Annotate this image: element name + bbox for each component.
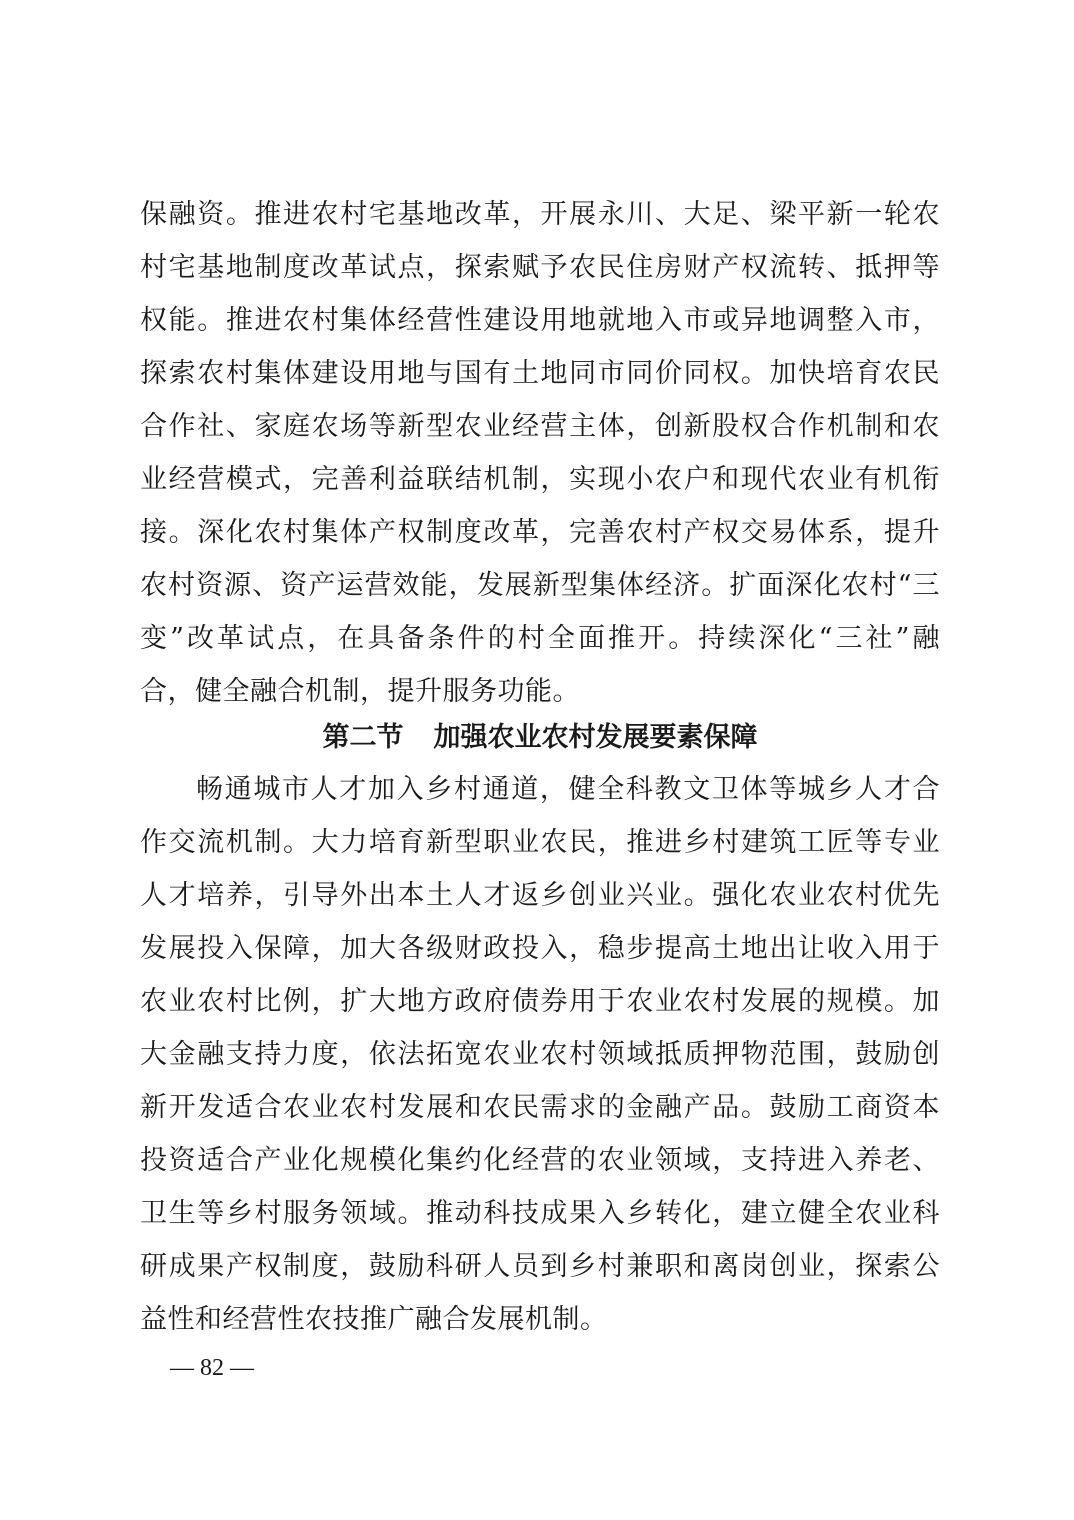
paragraph-line: 益性和经营性农技推广融合发展机制。 xyxy=(140,1304,608,1335)
section-number: 第二节 xyxy=(322,722,404,753)
paragraph-line: 农业农村比例，扩大地方政府债券用于农业农村发展的规模。加 xyxy=(140,986,940,1017)
page-number: — 82 — xyxy=(170,1355,254,1381)
paragraph-line: 保融资。推进农村宅基地改革，开展永川、大足、梁平新一轮农 xyxy=(140,199,940,230)
paragraph-line: 村宅基地制度改革试点，探索赋予农民住房财产权流转、抵押等 xyxy=(140,252,940,283)
paragraph-line: 农村资源、资产运营效能，发展新型集体经济。扩面深化农村“三 xyxy=(140,570,940,601)
section-heading-line xyxy=(140,711,940,764)
paragraph-line: 新开发适合农业农村发展和农民需求的金融产品。鼓励工商资本 xyxy=(140,1092,940,1123)
paragraph-line: 探索农村集体建设用地与国有土地同市同价同权。加快培育农民 xyxy=(140,358,940,389)
paragraph-continued xyxy=(140,188,940,718)
paragraph-line: 变”改革试点，在具备条件的村全面推开。持续深化“三社”融 xyxy=(140,623,940,654)
paragraph-line: 研成果产权制度，鼓励科研人员到乡村兼职和离岗创业，探索公 xyxy=(140,1251,940,1282)
paragraph-line: 卫生等乡村服务领域。推动科技成果入乡转化，建立健全农业科 xyxy=(140,1198,940,1229)
section-title: 加强农业农村发展要素保障 xyxy=(433,722,758,753)
paragraph-line: 权能。推进农村集体经营性建设用地就地入市或异地调整入市， xyxy=(140,305,940,336)
paragraph-section xyxy=(140,763,940,1346)
paragraph-line: 畅通城市人才加入乡村通道，健全科教文卫体等城乡人才合 xyxy=(196,774,940,805)
paragraph-line: 业经营模式，完善利益联结机制，实现小农户和现代农业有机衔 xyxy=(140,464,940,495)
paragraph-line: 发展投入保障，加大各级财政投入，稳步提高土地出让收入用于 xyxy=(140,933,940,964)
paragraph-line: 大金融支持力度，依法拓宽农业农村领域抵质押物范围，鼓励创 xyxy=(140,1039,940,1070)
paragraph-line: 接。深化农村集体产权制度改革，完善农村产权交易体系，提升 xyxy=(140,517,940,548)
paragraph-line: 投资适合产业化规模化集约化经营的农业领域，支持进入养老、 xyxy=(140,1145,940,1176)
paragraph-line: 人才培养，引导外出本土人才返乡创业兴业。强化农业农村优先 xyxy=(140,880,940,911)
paragraph-line: 合作社、家庭农场等新型农业经营主体，创新股权合作机制和农 xyxy=(140,411,940,442)
paragraph-line: 合，健全融合机制，提升服务功能。 xyxy=(140,676,580,707)
section-heading xyxy=(140,711,940,764)
paragraph-line: 作交流机制。大力培育新型职业农民，推进乡村建筑工匠等专业 xyxy=(140,827,940,858)
